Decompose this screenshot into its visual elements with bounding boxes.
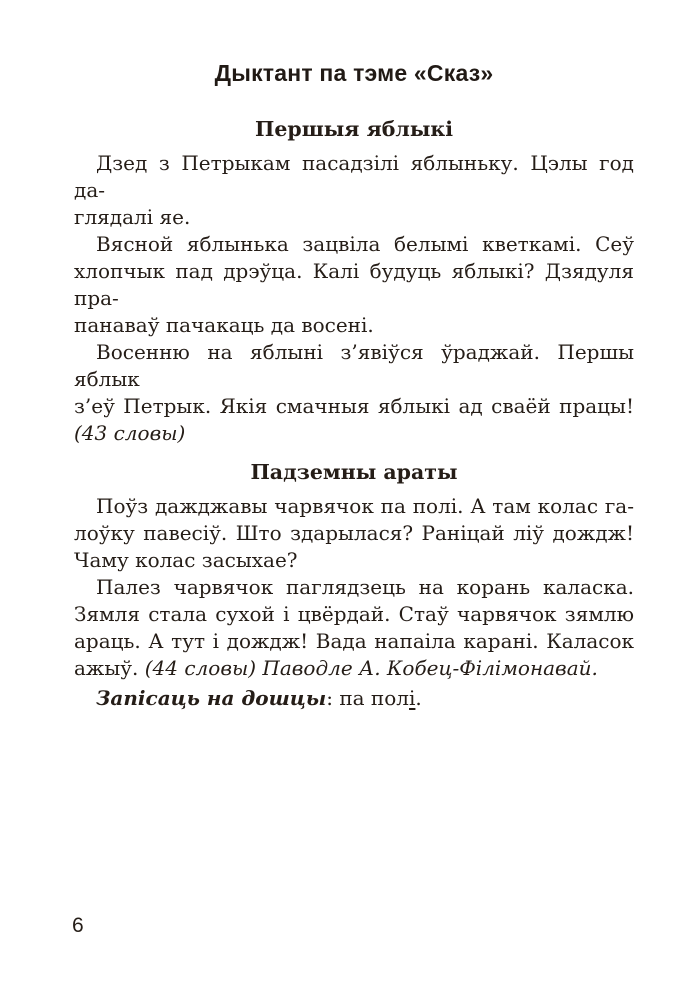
text-segment: .: [415, 686, 422, 710]
text-segment: глядалі яе.: [74, 205, 191, 229]
text-segment: з’еў Петрык. Якія смачныя яблыкі ад сваёй працы!: [74, 394, 634, 418]
text-segment: Чаму колас засыхае?: [74, 548, 298, 572]
text-segment: Запісаць на дошцы: [96, 686, 327, 710]
text-segment: Дзед з Петрыкам пасадзілі яблыньку. Цэлы год да-: [74, 151, 634, 202]
text-line: [74, 628, 634, 655]
text-segment: лоўку павесіў. Што здарылася? Раніцай ліў дождж!: [74, 521, 634, 545]
text-segment: (43 словы): [74, 421, 186, 445]
text-segment: Палез чарвячок паглядзець на корань каласка.: [96, 575, 634, 599]
page-number: 6: [72, 914, 84, 937]
text-segment: : па пол: [326, 686, 410, 710]
paragraph: [74, 339, 634, 447]
text-line: [74, 574, 634, 601]
paragraph: [74, 150, 634, 231]
text-segment: і: [409, 686, 416, 710]
dictation-section: [74, 116, 634, 447]
text-line: [74, 312, 634, 339]
text-segment: (44 словы) Паводле А. Кобец-Філімонавай.: [144, 656, 598, 680]
dictation-section: [74, 459, 634, 682]
text-line: [74, 339, 634, 393]
paragraph: [74, 493, 634, 574]
text-line: [74, 601, 634, 628]
text-segment: ажыў.: [74, 656, 145, 680]
text-line: [74, 393, 634, 420]
text-line: [74, 150, 634, 204]
text-segment: панаваў пачакаць да восені.: [74, 313, 374, 337]
text-line: [74, 655, 634, 682]
text-line: [74, 204, 634, 231]
section-heading: Падземны араты: [250, 460, 458, 484]
section-heading: Першыя яблыкі: [254, 117, 453, 141]
page-title: Дыктант па тэме «Сказ»: [214, 60, 494, 86]
sections: [74, 116, 634, 682]
text-segment: Вясной яблынька зацвіла белымі кветкамі. Сеў: [96, 232, 634, 256]
paragraph: [74, 231, 634, 339]
text-segment: Поўз дажджавы чарвячок па полі. А там колас га-: [96, 494, 634, 518]
text-segment: хлопчык пад дрэўца. Калі будуць яблыкі? Дзядуля пра-: [74, 259, 634, 310]
board-note: [74, 685, 634, 712]
text-segment: Зямля стала сухой і цвёрдай. Стаў чарвячок зямлю: [74, 602, 634, 626]
text-line: [74, 258, 634, 312]
text-line: [74, 520, 634, 547]
text-line: [74, 420, 634, 447]
text-line: [74, 493, 634, 520]
paragraph: [74, 574, 634, 682]
text-line: [74, 547, 634, 574]
text-segment: Восенню на яблыні з’явіўся ўраджай. Першы яблык: [74, 340, 634, 391]
text-column: [74, 0, 634, 712]
text-line: [74, 231, 634, 258]
text-segment: араць. А тут і дождж! Вада напаіла карані. Каласок: [74, 629, 634, 653]
